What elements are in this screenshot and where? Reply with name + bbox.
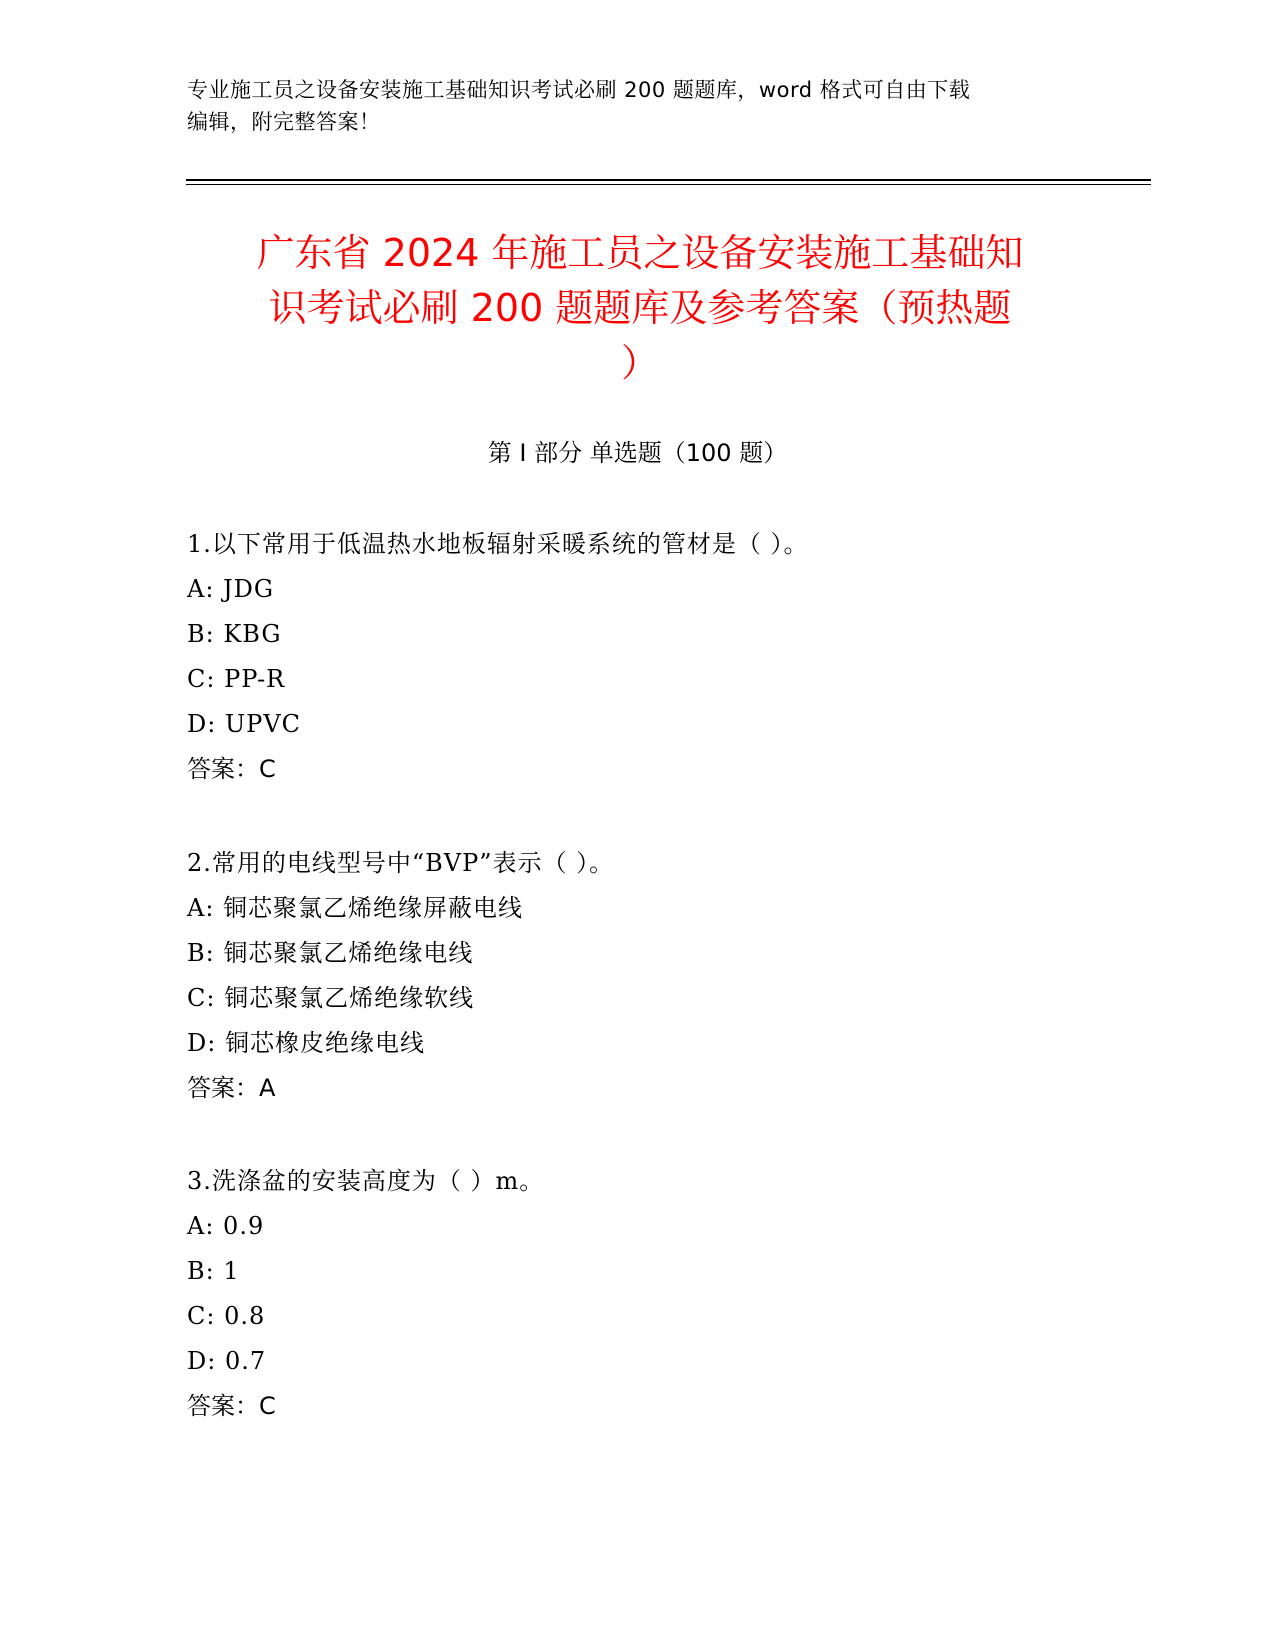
- question-block: [187, 1159, 1137, 1429]
- header-divider-thick: [186, 179, 1151, 181]
- header-note-line-2: 编辑，附完整答案！: [187, 110, 381, 134]
- document-title: [140, 226, 1140, 391]
- option-d: D: 0.7: [187, 1347, 267, 1375]
- question-block: [187, 522, 1137, 792]
- document-header-note: [187, 74, 1087, 138]
- section-heading: 第 I 部分 单选题（100 题）: [487, 439, 788, 467]
- header-divider-thin: [186, 184, 1151, 185]
- option-b: B: 铜芯聚氯乙烯绝缘电线: [187, 939, 474, 967]
- option-c: C: 0.8: [187, 1302, 266, 1330]
- option-d: D: UPVC: [187, 710, 302, 738]
- title-line-1: 广东省 2024 年施工员之设备安装施工基础知: [256, 231, 1024, 275]
- answer-line: 答案：A: [187, 1074, 276, 1102]
- header-note-line-1: 专业施工员之设备安装施工基础知识考试必刷 200 题题库，word 格式可自由下载: [187, 78, 971, 102]
- question-stem: 2.常用的电线型号中“BVP”表示（ ）。: [187, 849, 615, 877]
- answer-line: 答案：C: [187, 755, 276, 783]
- title-line-3: ）: [620, 341, 659, 385]
- answer-line: 答案：C: [187, 1392, 276, 1420]
- option-c: C: PP-R: [187, 665, 286, 693]
- option-b: B: KBG: [187, 620, 282, 648]
- option-a: A: 0.9: [187, 1212, 265, 1240]
- question-stem: 1.以下常用于低温热水地板辐射采暖系统的管材是（ ）。: [187, 530, 809, 558]
- question-stem: 3.洗涤盆的安装高度为（ ）m。: [187, 1167, 545, 1195]
- title-line-2: 识考试必刷 200 题题库及参考答案（预热题: [268, 286, 1012, 330]
- option-a: A: JDG: [187, 575, 275, 603]
- option-d: D: 铜芯橡皮绝缘电线: [187, 1029, 425, 1057]
- option-a: A: 铜芯聚氯乙烯绝缘屏蔽电线: [187, 894, 524, 922]
- option-c: C: 铜芯聚氯乙烯绝缘软线: [187, 984, 475, 1012]
- option-b: B: 1: [187, 1257, 240, 1285]
- question-block: [187, 841, 1137, 1111]
